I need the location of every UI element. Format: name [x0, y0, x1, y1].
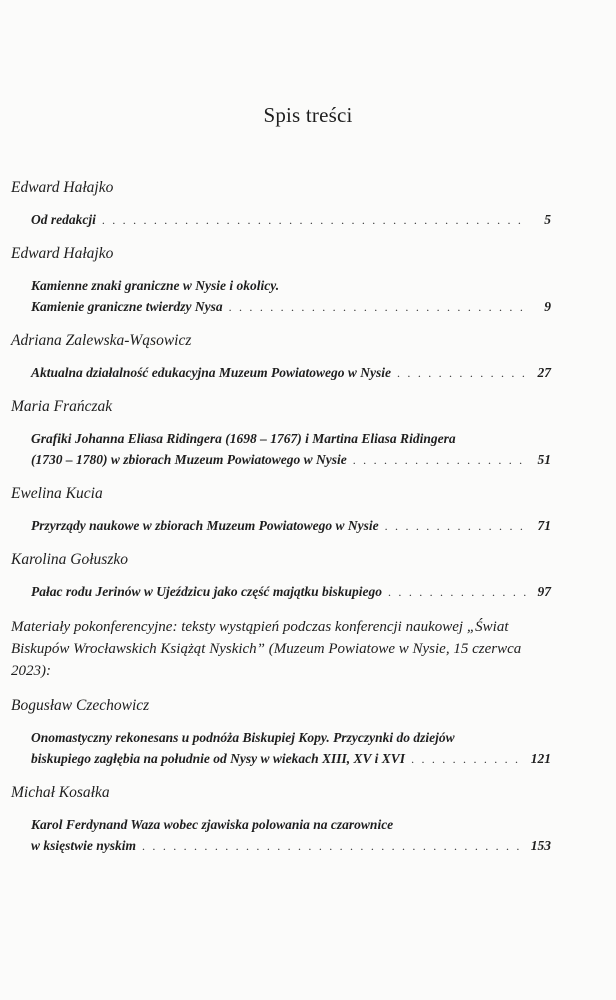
- dot-leader: [353, 450, 529, 471]
- entry-title-line: Kamienne znaki graniczne w Nysie i okolicy.: [31, 278, 280, 293]
- entry-title-line: Kamienie graniczne twierdzy Nysa: [31, 299, 223, 314]
- toc-entry: [11, 696, 551, 770]
- toc-entry: [11, 244, 551, 318]
- entry-article[interactable]: [31, 581, 551, 603]
- toc-entry: [11, 397, 551, 471]
- page-number: 9: [544, 299, 551, 314]
- entry-title-line: w księstwie nyskim: [31, 838, 137, 853]
- toc-entry: [11, 783, 551, 857]
- entry-title: Od redakcji: [31, 212, 96, 227]
- page-number: 51: [537, 452, 551, 467]
- toc-entry: [11, 550, 551, 603]
- conference-note: [11, 616, 551, 682]
- entry-article[interactable]: [31, 428, 551, 471]
- conference-note-line: Biskupów Wrocławskich Książąt Nyskich” (Muzeum Powiatowe w Nysie, 15 czerwca 2023):: [11, 641, 522, 679]
- page-number: 97: [537, 584, 551, 599]
- dot-leader: [385, 516, 529, 537]
- dot-leader: [102, 210, 529, 231]
- entry-author: Bogusław Czechowicz: [11, 697, 150, 714]
- page-number: 121: [530, 751, 551, 766]
- entry-title-line: (1730 – 1780) w zbiorach Muzeum Powiatowego w Nysie: [31, 452, 347, 467]
- entry-article[interactable]: [31, 515, 551, 537]
- conference-note-line: Materiały pokonferencyjne: teksty wystąpień podczas konferencji naukowej „Świat: [11, 619, 509, 635]
- dot-leader: [397, 363, 529, 384]
- toc-entry: [11, 178, 551, 231]
- dot-leader: [229, 297, 529, 318]
- entry-title: Przyrządy naukowe w zbiorach Muzeum Powiatowego w Nysie: [31, 518, 379, 533]
- page-number: 71: [537, 518, 551, 533]
- entry-title-line: biskupiego zagłębia na południe od Nysy w wiekach XIII, XV i XVI: [31, 751, 406, 766]
- page-number: 5: [544, 212, 551, 227]
- entry-author: Edward Hałajko: [11, 245, 114, 262]
- dot-leader: [388, 582, 529, 603]
- entry-article[interactable]: [31, 727, 551, 770]
- toc-entry: [11, 331, 551, 384]
- entry-title: Pałac rodu Jerinów w Ujeździcu jako część majątku biskupiego: [31, 584, 383, 599]
- dot-leader: [142, 836, 525, 857]
- entry-author: Karolina Gołuszko: [11, 551, 128, 568]
- entry-author: Adriana Zalewska-Wąsowicz: [11, 332, 192, 349]
- table-of-contents: [11, 178, 551, 870]
- page-number: 27: [537, 365, 551, 380]
- entry-title-line: Onomastyczny rekonesans u podnóża Biskupiej Kopy. Przyczynki do dziejów: [31, 730, 455, 745]
- entry-article[interactable]: [31, 362, 551, 384]
- entry-title-line: Grafiki Johanna Eliasa Ridingera (1698 – 1767) i Martina Eliasa Ridingera: [31, 431, 456, 446]
- dot-leader: [411, 749, 525, 770]
- toc-entry: [11, 484, 551, 537]
- entry-title: Aktualna działalność edukacyjna Muzeum Powiatowego w Nysie: [31, 365, 392, 380]
- entry-title-line: Karol Ferdynand Waza wobec zjawiska polowania na czarownice: [31, 817, 394, 832]
- entry-author: Michał Kosałka: [11, 784, 110, 801]
- page-title: Spis treści: [263, 103, 353, 127]
- page-number: 153: [530, 838, 551, 853]
- entry-article[interactable]: [31, 814, 551, 857]
- entry-author: Maria Frańczak: [11, 398, 113, 415]
- entry-article[interactable]: [31, 275, 551, 318]
- entry-author: Edward Hałajko: [11, 179, 114, 196]
- entry-author: Ewelina Kucia: [11, 485, 103, 502]
- entry-article[interactable]: [31, 209, 551, 231]
